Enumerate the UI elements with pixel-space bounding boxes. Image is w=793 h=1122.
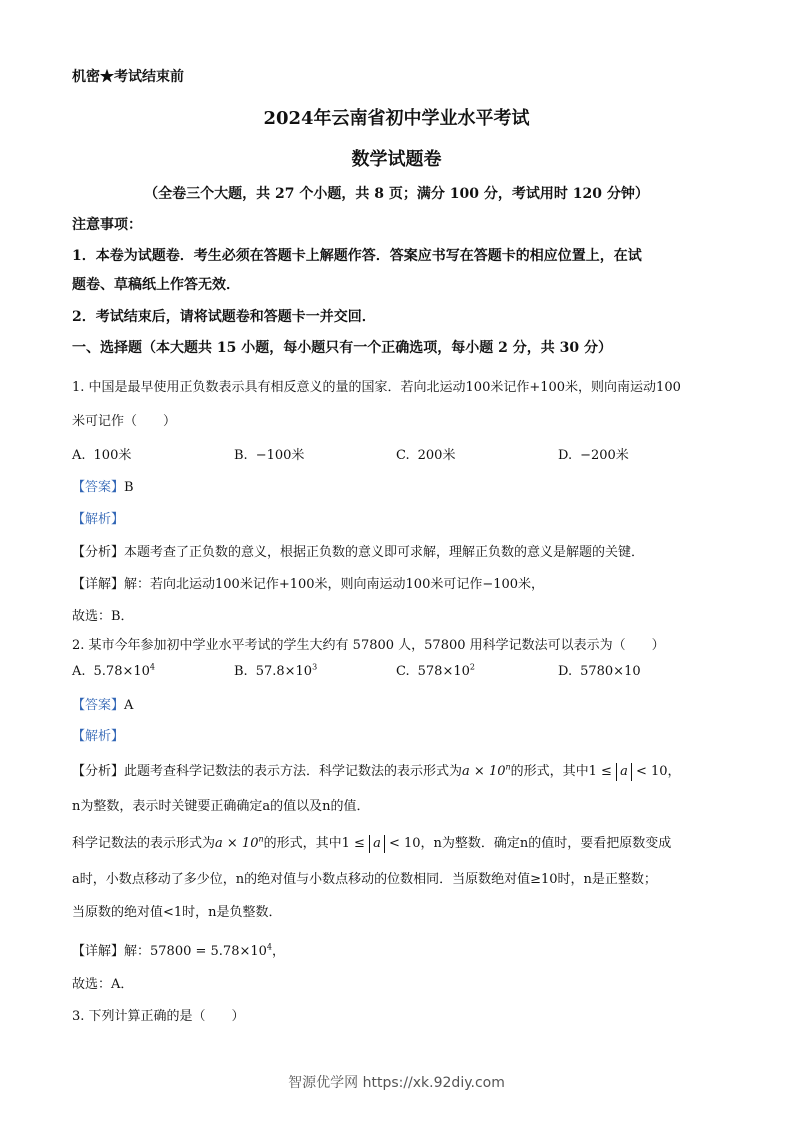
abs-value: a — [369, 835, 385, 853]
fenxi-label: 【分析】 — [72, 764, 125, 779]
paper-info: （全卷三个大题，共 27 个小题，共 8 页；满分 100 分，考试用时 120 分钟） — [144, 186, 649, 202]
notice-item-1-line-1: 1．本卷为试题卷．考生必须在答题卡上解题作答．答案应书写在答题卡的相应位置上，在试 — [72, 248, 642, 264]
q2-answer — [72, 694, 133, 713]
xiangjie-exponent: 4 — [266, 942, 273, 952]
q2-para-line-2: a时，小数点移动了多少位，n的绝对值与小数点移动的位数相同．当原数绝对值≥10时，n是正整数； — [72, 872, 657, 887]
q2-fenxi-line-2: n为整数，表示时关键要正确确定a的值以及n的值． — [72, 799, 370, 814]
fenxi-text: 此题考查科学记数法的表示方法．科学记数法的表示形式为 — [124, 764, 463, 779]
q1-option-a — [72, 444, 131, 463]
q2-analysis-label: 【解析】 — [72, 729, 125, 744]
q1-choose: 故选：B． — [72, 609, 134, 624]
sci-exponent: n — [258, 834, 264, 844]
notice-item-2: 2．考试结束后，请将试题卷和答题卡一并交回． — [72, 309, 376, 325]
option-base: 578×10 — [417, 664, 470, 679]
option-exponent: 2 — [469, 662, 475, 672]
q3-stem: 3. 下列计算正确的是（ ） — [72, 1009, 245, 1024]
notice-heading: 注意事项： — [72, 217, 142, 233]
q1-xiangjie — [72, 573, 544, 592]
answer-value: A — [124, 698, 134, 713]
option-base: 5780×10 — [580, 664, 641, 679]
xiangjie-label: 【详解】 — [72, 577, 125, 592]
q2-fenxi-line-1 — [72, 760, 681, 781]
answer-label: 【答案】 — [72, 698, 125, 713]
sci-formula: a × 10 — [462, 764, 506, 779]
fenxi-text: < 10， — [631, 764, 681, 779]
notice-item-1-line-2: 题卷、草稿纸上作答无效． — [72, 277, 240, 293]
q2-xiangjie — [72, 940, 285, 959]
q1-option-d — [558, 444, 629, 463]
option-tag: D. — [558, 448, 573, 463]
xiangjie-text: ， — [272, 944, 286, 959]
fenxi-text: 本题考查了正负数的意义，根据正负数的意义即可求解，理解正负数的意义是解题的关键． — [124, 545, 645, 560]
exam-title: 2024年云南省初中学业水平考试 — [263, 108, 530, 129]
answer-value: B — [124, 480, 134, 495]
fenxi-label: 【分析】 — [72, 545, 125, 560]
q1-stem-line-1: 1. 中国是最早使用正负数表示具有相反意义的量的国家．若向北运动100米记作+100米，则向南运动100 — [72, 380, 681, 395]
answer-label: 【答案】 — [72, 480, 125, 495]
option-tag: A. — [72, 664, 86, 679]
q2-option-a — [72, 664, 155, 679]
footer-watermark: 智源优学网 https://xk.92diy.com — [288, 1075, 505, 1091]
option-base: 57.8×10 — [255, 664, 313, 679]
xiangjie-text: 解：57800 = 5.78×10 — [124, 944, 267, 959]
option-base: 5.78×10 — [93, 664, 150, 679]
q2-stem: 2. 某市今年参加初中学业水平考试的学生大约有 57800 人，57800 用科学记数法可以表示为（ ） — [72, 638, 665, 653]
section-1-title: 一、选择题（本大题共 15 小题，每小题只有一个正确选项，每小题 2 分，共 30 分） — [72, 340, 612, 356]
option-exponent: 4 — [149, 662, 156, 672]
abs-value: a — [616, 763, 632, 781]
q1-option-b — [234, 444, 304, 463]
q1-stem-line-2: 米可记作（ ） — [72, 414, 177, 429]
option-tag: D. — [558, 664, 573, 679]
para-text: < 10，n为整数．确定n的值时，要看把原数变成 — [384, 836, 672, 851]
q2-option-d — [558, 664, 641, 679]
option-tag: A. — [72, 448, 86, 463]
xiangjie-label: 【详解】 — [72, 944, 125, 959]
option-text: 100米 — [93, 448, 132, 463]
option-tag: B. — [234, 664, 248, 679]
option-text: −100米 — [255, 448, 305, 463]
secret-mark: 机密★考试结束前 — [72, 69, 184, 85]
option-tag: B. — [234, 448, 248, 463]
q2-choose: 故选：A． — [72, 977, 134, 992]
fenxi-text: 的形式，其中1 ≤ — [510, 764, 617, 779]
option-exponent: 3 — [312, 662, 318, 672]
q2-option-b — [234, 664, 317, 679]
q2-option-c — [396, 664, 475, 679]
q1-option-c — [396, 444, 455, 463]
paper-title: 数学试题卷 — [351, 149, 442, 170]
sci-formula: a × 10 — [215, 836, 259, 851]
para-text: 的形式，其中1 ≤ — [263, 836, 370, 851]
q1-fenxi — [72, 541, 644, 560]
q2-para-line-1 — [72, 832, 671, 853]
option-tag: C. — [396, 448, 410, 463]
q1-answer — [72, 476, 134, 495]
option-text: −200米 — [580, 448, 629, 463]
option-tag: C. — [396, 664, 410, 679]
sci-exponent: n — [505, 762, 511, 772]
para-text: 科学记数法的表示形式为 — [72, 836, 216, 851]
option-text: 200米 — [417, 448, 456, 463]
xiangjie-text: 解：若向北运动100米记作+100米，则向南运动100米可记作−100米， — [124, 577, 545, 592]
q2-para-line-3: 当原数的绝对值<1时，n是负整数． — [72, 905, 282, 920]
q1-analysis-label: 【解析】 — [72, 512, 125, 527]
